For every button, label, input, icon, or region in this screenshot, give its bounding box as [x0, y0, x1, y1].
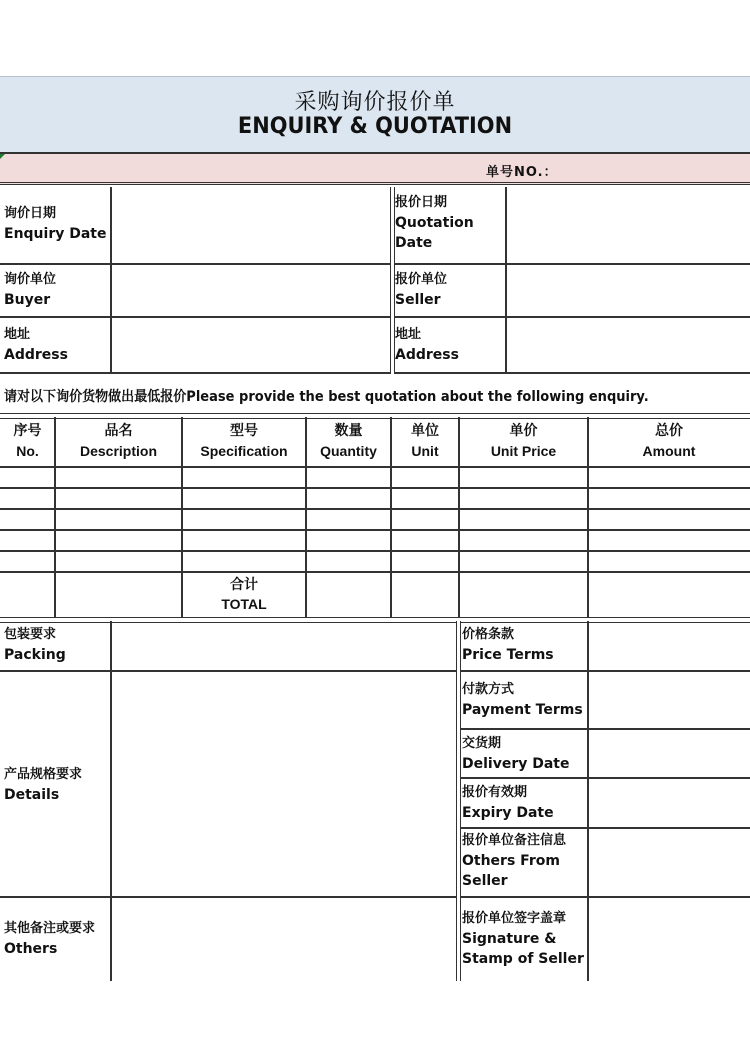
table-row[interactable]	[0, 552, 750, 571]
document-number-row	[0, 154, 750, 185]
enquiry-date-field[interactable]	[113, 188, 389, 262]
document-number-field[interactable]	[560, 156, 748, 182]
table-row[interactable]	[0, 468, 750, 487]
quotation-date-label: 报价日期 Quotation Date	[395, 195, 474, 251]
buyer-field[interactable]	[113, 266, 389, 315]
quotation-date-field[interactable]	[508, 188, 750, 262]
column-header-no: 序号 No.	[13, 422, 42, 459]
divider	[0, 372, 750, 374]
divider	[459, 728, 750, 730]
others-from-seller-label: 报价单位备注信息 Others From Seller	[462, 833, 567, 889]
payment-terms-label: 付款方式 Payment Terms	[462, 682, 583, 718]
divider	[505, 187, 507, 374]
enquiry-date-label: 询价日期 Enquiry Date	[4, 206, 107, 242]
divider	[456, 621, 461, 981]
seller-label: 报价单位 Seller	[395, 272, 448, 308]
column-header-amount: 总价 Amount	[642, 422, 696, 459]
divider	[110, 187, 112, 374]
title-band	[0, 76, 750, 154]
divider	[0, 263, 750, 265]
expiry-date-field[interactable]	[590, 780, 750, 826]
column-header-description: 品名 Description	[79, 422, 157, 459]
seller-address-label: 地址 Address	[395, 327, 459, 363]
payment-terms-field[interactable]	[590, 673, 750, 727]
delivery-date-label: 交货期 Delivery Date	[462, 736, 570, 772]
price-terms-label: 价格条款 Price Terms	[462, 627, 554, 663]
divider	[0, 670, 459, 672]
packing-label: 包装要求 Packing	[4, 627, 66, 663]
signature-stamp-label: 报价单位签字盖章 Signature & Stamp of Seller	[462, 911, 584, 967]
table-row[interactable]	[0, 510, 750, 529]
seller-field[interactable]	[508, 266, 750, 315]
column-header-unit: 单位 Unit	[411, 422, 439, 459]
total-quantity-field[interactable]	[308, 573, 390, 617]
details-label: 产品规格要求 Details	[4, 767, 83, 803]
divider	[0, 413, 750, 419]
column-header-unit-price: 单价 Unit Price	[490, 422, 557, 459]
others-field[interactable]	[113, 899, 455, 980]
column-header-quantity: 数量 Quantity	[320, 422, 377, 459]
divider	[110, 621, 112, 981]
column-header-specification: 型号 Specification	[200, 422, 288, 459]
cell-comment-marker-icon	[0, 154, 5, 159]
buyer-address-label: 地址 Address	[4, 327, 68, 363]
document-number-label: 单号NO.：	[486, 165, 558, 180]
others-label: 其他备注或要求 Others	[4, 921, 96, 957]
table-row[interactable]	[0, 489, 750, 508]
delivery-date-field[interactable]	[590, 731, 750, 776]
notice-text: 请对以下询价货物做出最低报价Please provide the best quotation about the following enquiry.	[4, 389, 649, 405]
signature-stamp-field[interactable]	[590, 899, 750, 980]
price-terms-field[interactable]	[590, 622, 750, 669]
total-amount-field[interactable]	[590, 573, 750, 617]
seller-address-field[interactable]	[508, 319, 750, 371]
details-field[interactable]	[113, 673, 455, 895]
title-english: ENQUIRY & QUOTATION	[237, 114, 513, 139]
buyer-label: 询价单位 Buyer	[4, 272, 57, 308]
total-label: 合计 TOTAL	[221, 576, 267, 612]
divider	[0, 896, 459, 898]
packing-field[interactable]	[113, 622, 455, 669]
title-chinese: 采购询价报价单	[294, 90, 456, 115]
buyer-address-field[interactable]	[113, 319, 389, 371]
expiry-date-label: 报价有效期 Expiry Date	[462, 785, 554, 821]
divider	[587, 621, 589, 981]
others-from-seller-field[interactable]	[590, 830, 750, 895]
divider	[459, 670, 750, 672]
divider	[459, 827, 750, 829]
divider	[459, 896, 750, 898]
divider	[0, 316, 750, 318]
table-row[interactable]	[0, 531, 750, 550]
divider	[459, 777, 750, 779]
